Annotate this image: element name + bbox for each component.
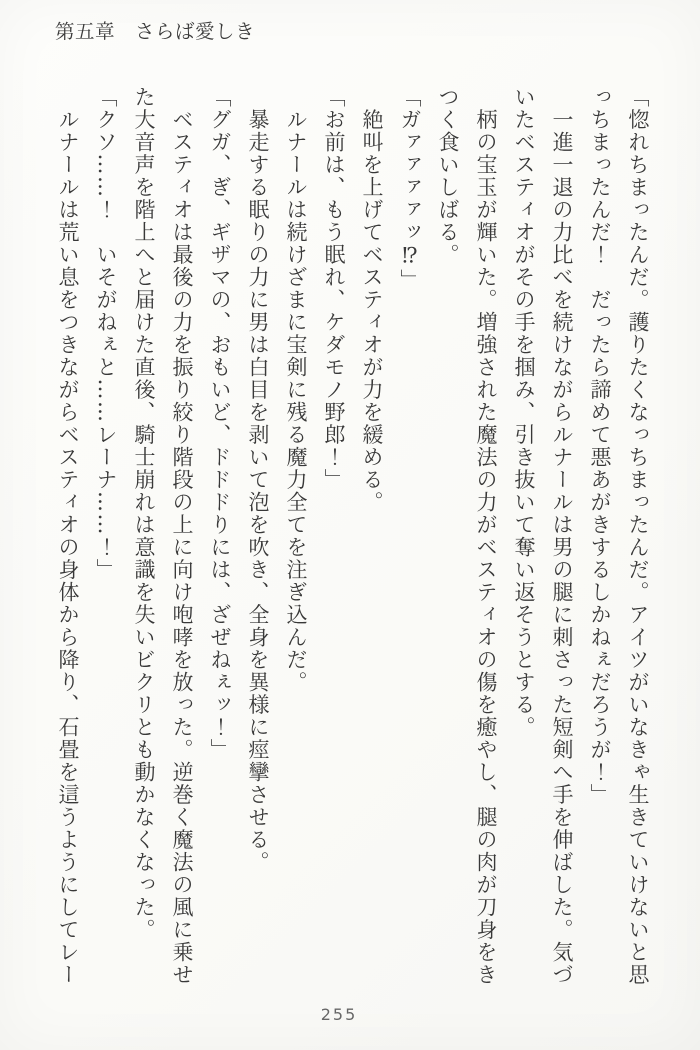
paragraph-dialogue-5: 「クソ……！ いそがねぇと……レーナ……！」: [94, 86, 118, 581]
paragraph-narrative-5: 暴走する眠りの力に男は白目を剥いて泡を吹き、全身を異様に痙攣させる。: [246, 86, 270, 874]
paragraph-narrative-3: 絶叫を上げてベスティオが力を緩める。: [360, 86, 384, 514]
paragraph-narrative-2: 柄の宝玉が輝いた。増強された魔法の力がベスティオの傷を癒やし、腿の肉が刀身をきつく食いしばる。: [436, 86, 498, 986]
text-body: [45, 86, 657, 991]
paragraph-dialogue-2: 「ガァァァァッ⁉」: [398, 86, 422, 292]
paragraph-dialogue-1: 「惚れちまったんだ。護りたくなっちまったんだ。アイツがいなきゃ生きていけないと思っちまったんだ！ だったら諦めて悪あがきするしかねぇだろうが！」: [588, 86, 650, 986]
paragraph-narrative-1: 一進一退の力比べを続けながらルナールは男の腿に刺さった短剣へ手を伸ばした。気づいたベスティオがその手を掴み、引き抜いて奪い返そうとする。: [512, 86, 574, 986]
page-number: 255: [320, 1005, 358, 1024]
paragraph-narrative-7: ルナールは荒い息をつきながらベスティオの身体から降り、石畳を這うようにしてレー: [56, 86, 80, 986]
paragraph-narrative-4: ルナールは続けざまに宝剣に残る魔力全てを注ぎ込んだ。: [284, 86, 308, 694]
paragraph-narrative-6: ベスティオは最後の力を振り絞り階段の上に向け咆哮を放った。逆巻く魔法の風に乗せた大音声を階上へと届けた直後、騎士崩れは意識を失いビクリとも動かなくなった。: [132, 86, 194, 986]
chapter-header: 第五章 さらば愛しき: [55, 20, 256, 43]
paragraph-dialogue-3: 「お前は、もう眠れ、ケダモノ野郎！」: [322, 86, 346, 491]
paragraph-dialogue-4: 「グガ、ぎ、ギザマの、おもいど、ドドドりには、ざぜねぇッ！」: [208, 86, 232, 761]
